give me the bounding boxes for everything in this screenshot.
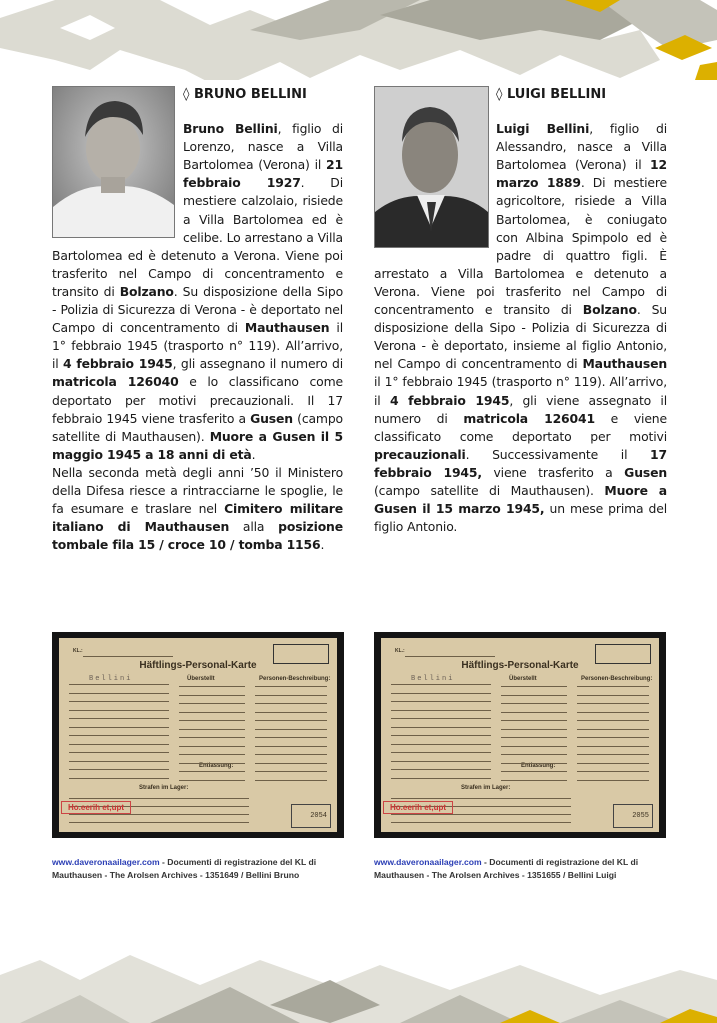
card-line [179,771,245,772]
luigi-bellini-section [374,86,667,536]
bruno-bellini-section [52,86,343,554]
bold-text: Mauthausen [582,356,667,372]
card-surname: Bellini [89,675,133,683]
luigi-card-caption [374,856,674,881]
card-line [179,703,245,704]
card-line [501,780,567,781]
card-line [391,735,491,736]
bold-text: Mauthausen [244,320,330,336]
text: un mese prima del figlio Antonio. [374,501,667,535]
luigi-registration-card [374,632,666,838]
text: . Di mestiere agricoltore, risiede a Villa Bartolomea, è coniugato con Albina Spimpolo ed è padre di quattro figli. È arrestato a Villa Bartolomea e detenuto a Verona. Viene poi trasferito nel Campo di concentramento e transito di [374,175,667,318]
text: , gli assegnano il numero di [172,356,343,372]
card-line [501,686,567,687]
text: (campo satellite di Mauthausen). [52,410,343,444]
card-line [391,710,491,711]
card-line [69,752,169,753]
section-heading: ◊ BRUNO BELLINI [183,87,307,102]
card-line [391,727,491,728]
card-line [179,729,245,730]
card-line [405,656,495,657]
card-line [255,746,327,747]
card-line [577,754,649,755]
card-line [501,771,567,772]
card-line [391,744,491,745]
card-line [179,686,245,687]
text: il 1° febbraio 1945 (trasporto n° 119). All’arrivo, il [52,320,343,372]
card-line [179,695,245,696]
section-heading: ◊ LUIGI BELLINI [496,87,607,102]
card-line [391,752,491,753]
website-link[interactable]: www.daveronaailager.com [374,857,482,867]
card-line [391,761,491,762]
card-title: Häftlings-Personal-Karte [139,660,257,671]
card-line [69,718,169,719]
header-decoration [0,0,717,80]
card-line [391,814,571,815]
card-stamp-box [273,644,329,664]
card-entlassung-label: Entlassung: [199,763,234,769]
card-line [69,769,169,770]
card-ueberstellt-label: Überstellt [187,676,215,682]
card-line [255,754,327,755]
card-line [577,780,649,781]
bold-text: Cimitero militare italiano di Mauthausen [52,501,343,535]
card-beschreibung-label: Personen-Beschreibung: [581,676,653,682]
card-line [255,703,327,704]
bruno-registration-card [52,632,344,838]
card-line [501,763,567,764]
text: . Successivamente il [465,446,651,462]
bold-text: Bruno Bellini [183,121,278,137]
text: . Su disposizione della Sipo - Polizia di Sicurezza di Verona - è deportato nel Campo di concentramento di [52,283,344,336]
card-line [69,744,169,745]
bold-text: 12 marzo 1889 [496,157,667,191]
card-line [69,693,169,694]
bold-text: 4 febbraio 1945 [389,392,510,408]
card-line [501,729,567,730]
card-line [255,712,327,713]
bruno-portrait-photo [52,86,175,238]
text: il 1° febbraio 1945 (trasporto n° 119). All’arrivo, il [374,374,667,408]
card-line [577,686,649,687]
card-line [391,701,491,702]
card-line [577,720,649,721]
card-kl-label: KL.: [73,648,83,654]
bold-text: 4 febbraio 1945 [63,356,173,372]
card-line [577,771,649,772]
card-line [501,746,567,747]
text: alla [229,519,279,535]
text: e lo classificano come deportato per motivi precauzionali. Il 17 febbraio 1945 viene trasferito a [52,374,343,426]
card-line [69,761,169,762]
card-line [255,737,327,738]
card-line [69,814,249,815]
card-entlassung-label: Entlassung: [521,763,556,769]
text: . Di mestiere calzolaio, risiede a Villa Bartolomea ed è celibe. Lo arrestano a Villa Bartolomea ed è detenuto a Verona. Viene poi trasferito nel Campo di concentramento e transito di [52,175,343,299]
bold-text: Muore a Gusen il 15 marzo 1945, [374,482,667,517]
card-line [255,695,327,696]
card-line [501,720,567,721]
card-number: 2054 [291,804,331,828]
card-red-stamp: Ho.eerih et,upt [383,801,453,814]
card-line [501,737,567,738]
card-strafen-label: Strafen im Lager: [461,785,511,791]
card-line [69,822,249,823]
card-line [179,720,245,721]
bold-text: matricola 126041 [463,410,595,426]
text: , figlio di Lorenzo, nasce a Villa Bartolomea (Verona) il [183,121,344,173]
card-line [69,798,249,799]
bold-text: 21 febbraio 1927 [183,157,343,191]
card-line [577,737,649,738]
card-line [501,712,567,713]
footer-decoration [0,925,717,1023]
card-ueberstellt-label: Überstellt [509,676,537,682]
card-line [391,822,571,823]
card-line [577,712,649,713]
caption-text: - Documenti di registrazione del KL di Mauthausen - The Arolsen Archives - 1351649 / Bellini Bruno [52,857,317,880]
card-line [69,701,169,702]
card-line [255,686,327,687]
bold-text: 17 febbraio 1945, [374,446,667,480]
card-title: Häftlings-Personal-Karte [461,660,579,671]
card-line [501,695,567,696]
card-line [577,746,649,747]
card-line [179,737,245,738]
card-line [391,684,491,685]
card-line [501,754,567,755]
text: , gli viene assegnato il numero di [374,392,668,426]
card-line [391,718,491,719]
website-link[interactable]: www.daveronaailager.com [52,857,160,867]
text: viene trasferito a [481,464,625,480]
card-line [577,703,649,704]
card-line [577,763,649,764]
card-line [179,780,245,781]
card-line [255,729,327,730]
bold-text: Muore a Gusen il 5 maggio 1945 a 18 anni di età [52,428,343,462]
luigi-portrait-photo [374,86,489,248]
bold-text: Bolzano [582,302,637,318]
bold-text: precauzionali [374,446,466,462]
card-stamp-box [595,644,651,664]
card-line [501,703,567,704]
text: (campo satellite di Mauthausen). [374,482,605,498]
text: . [251,446,256,462]
card-line [577,729,649,730]
card-line [391,769,491,770]
card-surname: Bellini [411,675,455,683]
card-line [255,771,327,772]
card-strafen-label: Strafen im Lager: [139,785,189,791]
card-line [69,710,169,711]
caption-text: - Documenti di registrazione del KL di Mauthausen - The Arolsen Archives - 1351655 / Bellini Luigi [374,857,639,880]
card-line [255,720,327,721]
bold-text: Luigi Bellini [496,121,590,137]
card-line [179,712,245,713]
card-line [255,780,327,781]
bold-text: Gusen [624,464,668,480]
card-red-stamp: Ho.eerih et,upt [61,801,131,814]
bold-text: Bolzano [119,283,174,299]
text: Nella seconda metà degli anni ’50 il Ministero della Difesa riesce a rintracciarne le spoglie, le fa esumare e traslare nel [52,464,343,517]
card-line [69,778,169,779]
card-line [69,735,169,736]
biography-paragraph [52,464,343,554]
card-line [391,778,491,779]
text: . [320,537,325,553]
bold-text: Gusen [250,410,293,426]
card-line [255,763,327,764]
card-line [391,693,491,694]
bold-text: matricola 126040 [52,374,179,390]
card-line [577,695,649,696]
bruno-card-caption [52,856,344,881]
card-line [391,798,571,799]
card-line [69,727,169,728]
card-line [179,763,245,764]
card-number: 2055 [613,804,653,828]
card-line [83,656,173,657]
card-line [179,746,245,747]
card-line [69,684,169,685]
bold-text: posizione tombale fila 15 / croce 10 / tomba 1156 [52,519,343,553]
card-beschreibung-label: Personen-Beschreibung: [259,676,331,682]
text: , figlio di Alessandro, nasce a Villa Bartolomea (Verona) il [496,121,667,173]
text: . Su disposizione della Sipo - Polizia di Sicurezza di Verona - è deportato, insieme al figlio Antonio, nel Campo di concentramento di [374,302,667,372]
card-kl-label: KL.: [395,648,405,654]
text: e viene classificato come deportato per motivi [374,410,667,444]
card-line [179,754,245,755]
